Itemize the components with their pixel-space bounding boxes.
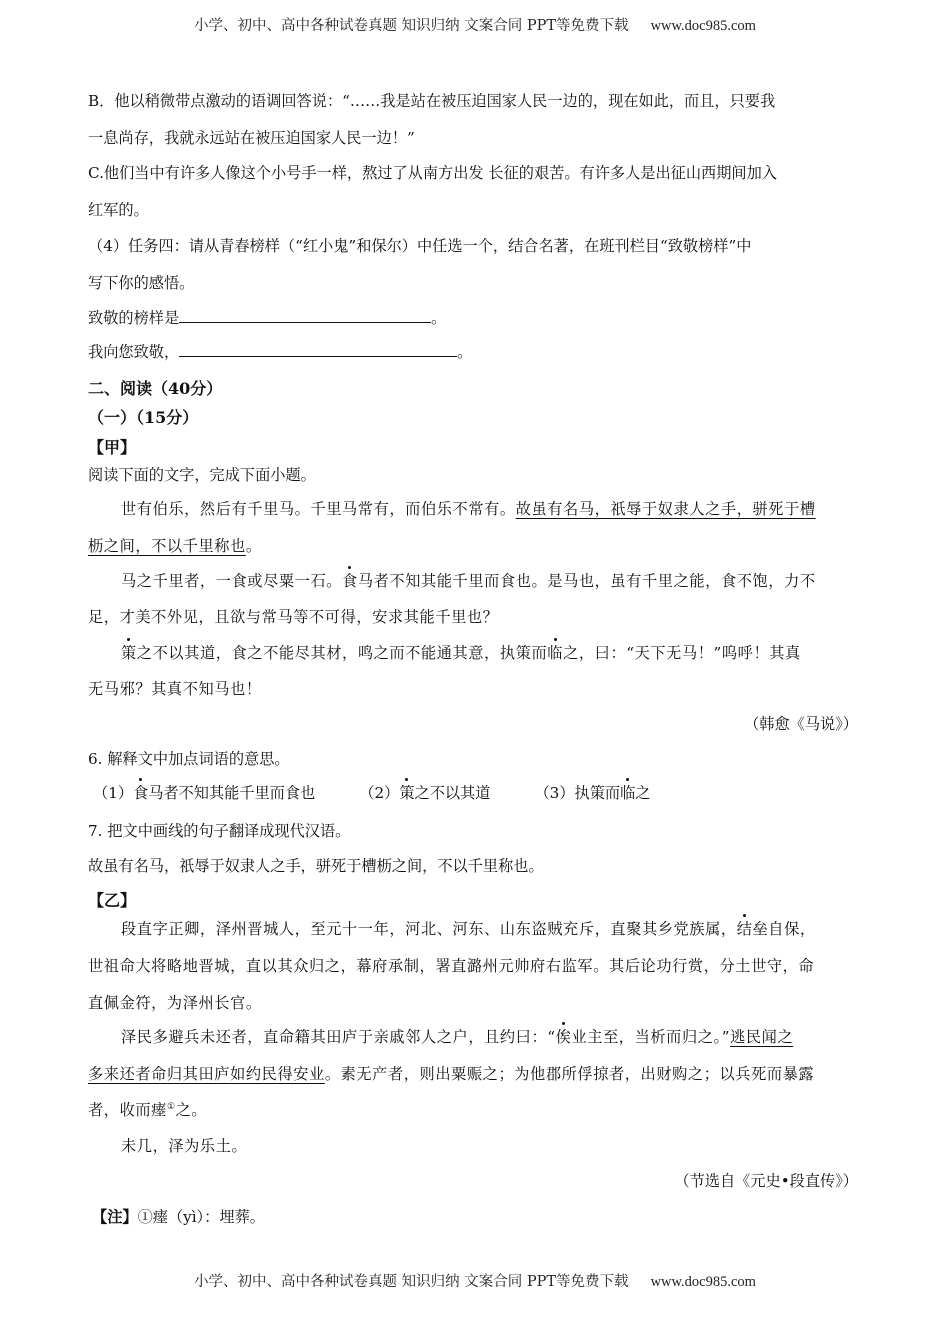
task4-line1: （4）任务四：请从青春榜样（“红小鬼”和保尔）中任选一个，结合名著，在班刊栏目“致敬榜样”中 bbox=[88, 237, 752, 255]
fill1-label: 致敬的榜样是 bbox=[88, 309, 180, 327]
jia-para3-line1 bbox=[121, 642, 858, 663]
q6-item3-dotted: 临 bbox=[620, 784, 636, 802]
q7-sentence: 故虽有名马，祇辱于奴隶人之手，骈死于槽枥之间，不以千里称也。 bbox=[88, 857, 544, 875]
q6-item2-dotted: 策 bbox=[399, 784, 415, 802]
yi-source: （节选自《元史•段直传》） bbox=[674, 1172, 858, 1190]
yi-para2-line3 bbox=[88, 1099, 858, 1120]
label-yi: 【乙】 bbox=[88, 891, 137, 910]
page-header bbox=[0, 14, 950, 35]
q6-item1-text: 马者不知其能千里而食也 bbox=[148, 784, 316, 802]
label-jia: 【甲】 bbox=[88, 438, 137, 457]
dotted-word-ce: 策 bbox=[121, 644, 137, 662]
note-text: ①瘗（yì）：埋葬。 bbox=[137, 1208, 265, 1226]
subsection-title: （一）（15分） bbox=[88, 408, 199, 427]
yi-p2-underlined: 逃民闻之 bbox=[730, 1028, 794, 1046]
option-c-line2: 红军的。 bbox=[88, 201, 149, 219]
jia-p1-end: 。 bbox=[245, 537, 262, 555]
q7-title: 7. 把文中画线的句子翻译成现代汉语。 bbox=[88, 822, 351, 840]
dotted-word-lin: 临 bbox=[547, 644, 564, 662]
footer-text: 小学、初中、高中各种试卷真题 知识归纳 文案合同 PPT等免费下载 bbox=[194, 1274, 629, 1290]
jia-source: （韩愈《马说》） bbox=[744, 715, 858, 733]
jia-p1-text: 世有伯乐，然后有千里马。千里马常有，而伯乐不常有。 bbox=[121, 500, 516, 518]
yi-para3: 未几，泽为乐土。 bbox=[121, 1137, 248, 1155]
header-site: www.doc985.com bbox=[650, 18, 756, 34]
q6-item2-number: （2） bbox=[359, 784, 400, 802]
jia-p1-underlined: 故虽有名马，祇辱于奴隶人之手，骈死于槽 bbox=[515, 500, 816, 518]
yi-para2-line1 bbox=[121, 1026, 858, 1047]
dotted-word-jie: 结 bbox=[736, 920, 753, 938]
yi-p1-text-a: 段直字正卿，泽州晋城人，至元十一年，河北、河东、山东盗贼充斥，直聚其乡党族属， bbox=[121, 920, 737, 938]
dotted-word-shi: 食 bbox=[342, 572, 358, 590]
reading-intro: 阅读下面的文字，完成下面小题。 bbox=[88, 466, 316, 484]
footer-site: www.doc985.com bbox=[650, 1274, 756, 1290]
yi-p2-text-a: 泽民多避兵未还者，直命籍其田庐于亲戚邻人之户，且约曰：“ bbox=[121, 1028, 556, 1046]
yi-p2-text-c: 。素无产者，则出粟赈之；为他郡所俘掠者，出财购之；以兵死而暴露 bbox=[324, 1065, 815, 1083]
yi-p2-text-e: 之。 bbox=[175, 1101, 208, 1119]
fill2-end: 。 bbox=[457, 343, 473, 361]
q6-item3-end: 之 bbox=[635, 784, 651, 802]
jia-p2-text-a: 马之千里者，一食或尽粟一石。 bbox=[121, 572, 343, 590]
option-b-line2: 一息尚存，我就永远站在被压迫国家人民一边！” bbox=[88, 129, 415, 147]
yi-para1-line3: 直佩金符，为泽州长官。 bbox=[88, 994, 262, 1012]
option-c-line1: C.他们当中有许多人像这个小号手一样，熬过了从南方出发 长征的艰苦。有许多人是出征山西期间加入 bbox=[88, 164, 777, 182]
fill1-end: 。 bbox=[431, 309, 447, 327]
yi-p1-text-b: 垒自保， bbox=[752, 920, 816, 938]
q6-items bbox=[93, 782, 863, 803]
footnote-marker: ① bbox=[166, 1101, 176, 1112]
option-b-line1: B．他以稍微带点激动的语调回答说：“……我是站在被压迫国家人民一边的，现在如此，而且，只要我 bbox=[88, 92, 776, 110]
yi-para1-line2: 世祖命大将略地晋城，直以其众归之，幕府承制，署直潞州元帅府右监军。其后论功行赏，分土世守，命 bbox=[88, 957, 815, 975]
jia-para1-line1 bbox=[121, 498, 858, 519]
q6-item1-number: （1） bbox=[93, 784, 134, 802]
q6-title: 6. 解释文中加点词语的意思。 bbox=[88, 750, 290, 768]
jia-p1-underlined-2: 枥之间，不以千里称也 bbox=[88, 537, 246, 555]
yi-p2-text-d: 者，收而瘗 bbox=[88, 1101, 167, 1119]
note-label: 【注】 bbox=[92, 1208, 138, 1226]
jia-p3-text-a: 之不以其道，食之不能尽其材，鸣之而不能通其意，执策而 bbox=[136, 644, 548, 662]
fill-line-1 bbox=[88, 307, 858, 328]
note bbox=[92, 1206, 862, 1227]
jia-p3-text-b: 之，曰：“天下无马！”呜呼！其真 bbox=[563, 644, 801, 662]
dotted-word-si: 俟 bbox=[555, 1028, 572, 1046]
yi-p2-text-b: 业主至，当析而归之。” bbox=[571, 1028, 731, 1046]
yi-p2-underlined-2: 多来还者命归其田庐如约民得安业 bbox=[88, 1065, 325, 1083]
fill-line-2 bbox=[88, 341, 858, 362]
fill1-blank[interactable] bbox=[179, 307, 431, 323]
page-footer bbox=[0, 1270, 950, 1291]
yi-para1-line1 bbox=[121, 918, 858, 939]
jia-para3-line2: 无马邪？其真不知马也！ bbox=[88, 680, 262, 698]
q6-item2-text: 之不以其道 bbox=[414, 784, 491, 802]
yi-para2-line2 bbox=[88, 1063, 858, 1084]
section-title: 二、阅读（40分） bbox=[88, 379, 223, 398]
q6-item1-dotted: 食 bbox=[133, 784, 149, 802]
jia-p2-text-b: 马者不知其能千里而食也。是马也，虽有千里之能，食不饱，力不 bbox=[357, 572, 816, 590]
jia-para2-line2: 足，才美不外见，且欲与常马等不可得，安求其能千里也？ bbox=[88, 608, 499, 626]
fill2-label: 我向您致敬， bbox=[88, 343, 180, 361]
fill2-blank[interactable] bbox=[179, 341, 457, 357]
jia-para2-line1 bbox=[121, 570, 858, 591]
header-text: 小学、初中、高中各种试卷真题 知识归纳 文案合同 PPT等免费下载 bbox=[194, 18, 629, 34]
task4-line2: 写下你的感悟。 bbox=[88, 274, 195, 292]
jia-para1-line2 bbox=[88, 535, 858, 556]
q6-item3-text: （3）执策而 bbox=[534, 784, 621, 802]
